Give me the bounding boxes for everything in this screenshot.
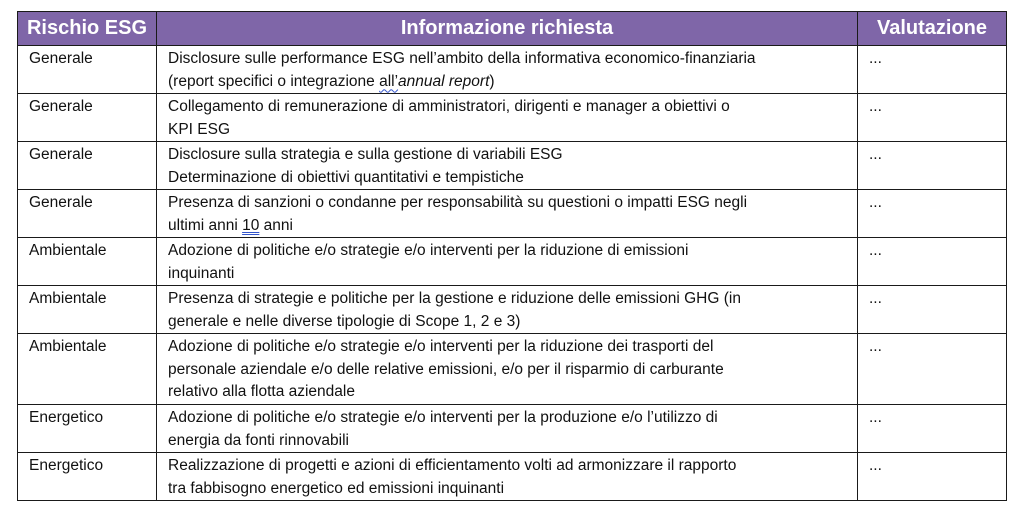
spellcheck-flag: 10 xyxy=(242,216,260,234)
info-line: relativo alla flotta aziendale xyxy=(168,383,355,400)
table-row xyxy=(18,286,1007,334)
info-line xyxy=(168,215,847,238)
risk-cell: Generale xyxy=(18,94,157,142)
info-line: Realizzazione di progetti e azioni di efficientamento volti ad armonizzare il rapporto xyxy=(168,457,737,474)
evaluation-cell[interactable]: ... xyxy=(858,190,1007,238)
info-line: Determinazione di obiettivi quantitativi e tempistiche xyxy=(168,168,524,186)
risk-cell: Energetico xyxy=(18,453,157,501)
evaluation-cell[interactable]: ... xyxy=(858,334,1007,405)
table-row xyxy=(18,238,1007,286)
info-cell xyxy=(157,142,858,190)
info-line: personale aziendale e/o delle relative emissioni, e/o per il risparmio di carburante xyxy=(168,360,724,378)
risk-cell: Ambientale xyxy=(18,286,157,334)
evaluation-cell[interactable]: ... xyxy=(858,46,1007,94)
info-line: Adozione di politiche e/o strategie e/o interventi per la produzione e/o l’utilizzo di xyxy=(168,409,718,426)
risk-cell: Generale xyxy=(18,46,157,94)
info-text: (report specifici o integrazione xyxy=(168,72,380,90)
risk-cell: Ambientale xyxy=(18,334,157,405)
risk-cell: Generale xyxy=(18,142,157,190)
info-text: ) xyxy=(489,72,495,90)
info-cell xyxy=(157,190,858,238)
header-eval: Valutazione xyxy=(858,12,1007,46)
header-risk: Rischio ESG xyxy=(18,12,157,46)
spellcheck-flag: all’ xyxy=(379,72,399,90)
info-cell xyxy=(157,453,858,501)
info-line: inquinanti xyxy=(168,264,235,282)
esg-risk-table xyxy=(17,11,1007,501)
header-row xyxy=(18,12,1007,46)
table-row xyxy=(18,334,1007,405)
risk-cell: Generale xyxy=(18,190,157,238)
info-line: tra fabbisogno energetico ed emissioni inquinanti xyxy=(168,479,505,497)
table-header xyxy=(18,12,1007,46)
risk-cell: Energetico xyxy=(18,405,157,453)
info-line: KPI ESG xyxy=(168,120,231,138)
table-row xyxy=(18,453,1007,501)
table-row xyxy=(18,46,1007,94)
info-cell xyxy=(157,94,858,142)
info-line: Adozione di politiche e/o strategie e/o interventi per la riduzione di emissioni xyxy=(168,242,689,259)
info-cell xyxy=(157,286,858,334)
info-italic: annual report xyxy=(398,72,490,90)
table-body xyxy=(18,46,1007,501)
risk-cell: Ambientale xyxy=(18,238,157,286)
info-line: Presenza di sanzioni o condanne per responsabilità su questioni o impatti ESG negli xyxy=(168,194,748,211)
evaluation-cell[interactable]: ... xyxy=(858,142,1007,190)
table-row xyxy=(18,94,1007,142)
info-cell xyxy=(157,334,858,405)
evaluation-cell[interactable]: ... xyxy=(858,405,1007,453)
info-line: Adozione di politiche e/o strategie e/o interventi per la riduzione dei trasporti del xyxy=(168,338,714,355)
evaluation-cell[interactable]: ... xyxy=(858,453,1007,501)
evaluation-cell[interactable]: ... xyxy=(858,238,1007,286)
info-line: energia da fonti rinnovabili xyxy=(168,431,349,449)
info-line xyxy=(168,71,847,94)
info-line: Disclosure sulle performance ESG nell’ambito della informativa economico-finanziaria xyxy=(168,50,756,67)
table-row xyxy=(18,142,1007,190)
info-line: generale e nelle diverse tipologie di Scope 1, 2 e 3) xyxy=(168,312,521,330)
info-line: Collegamento di remunerazione di amministratori, dirigenti e manager a obiettivi o xyxy=(168,98,730,115)
info-cell xyxy=(157,405,858,453)
info-line: Presenza di strategie e politiche per la gestione e riduzione delle emissioni GHG (in xyxy=(168,290,741,307)
info-cell xyxy=(157,46,858,94)
evaluation-cell[interactable]: ... xyxy=(858,94,1007,142)
info-cell xyxy=(157,238,858,286)
info-text: ultimi anni xyxy=(168,216,243,234)
info-line: Disclosure sulla strategia e sulla gestione di variabili ESG xyxy=(168,146,563,163)
evaluation-cell[interactable]: ... xyxy=(858,286,1007,334)
info-text: anni xyxy=(259,216,293,234)
table-row xyxy=(18,405,1007,453)
header-info: Informazione richiesta xyxy=(157,12,858,46)
table-row xyxy=(18,190,1007,238)
